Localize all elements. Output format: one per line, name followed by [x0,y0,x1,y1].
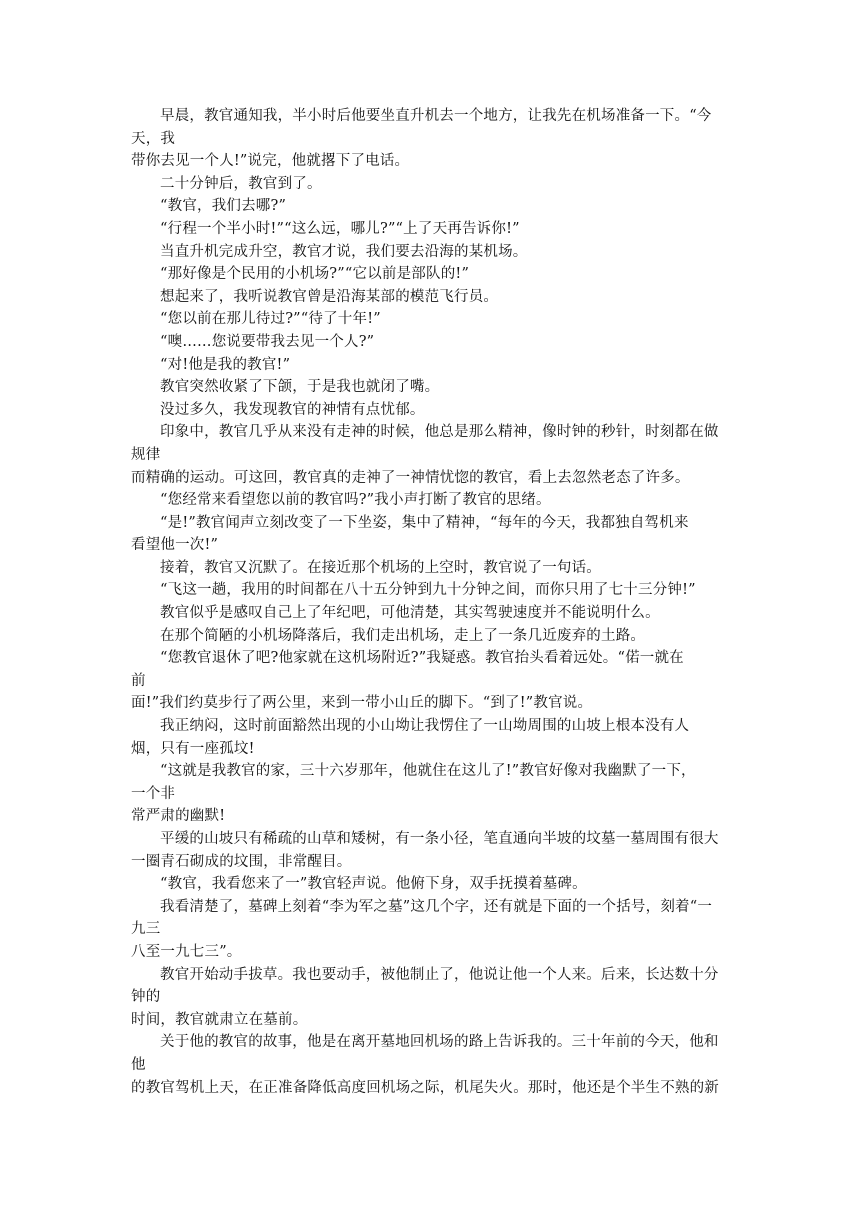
text-line: “教官，我看您来了一”教官轻声说。他俯下身，双手抚摸着墓碑。 [160,876,587,893]
text-line: “是!”教官闻声立刻改变了一下坐姿，集中了精神，“每年的今天，我都独自驾机来 [160,514,689,531]
text-line: 而精确的运动。可这回，教官真的走神了一神情忧惚的教官，看上去忽然老态了许多。 [131,469,690,486]
text-line: 我看清楚了，墓碑上刻着“李为军之墓”这几个字，还有就是下面的一个括号，刻着“一 [160,898,713,915]
text-line: 在那个简陋的小机场降落后，我们走出机场，走上了一条几近废弃的土路。 [160,627,646,644]
text-line: 想起来了，我听说教官曾是沿海某部的模范飞行员。 [160,288,499,305]
text-line: 一圈青石砌成的坟围，非常醒目。 [131,853,352,870]
text-line: “对!他是我的教官!” [160,356,291,373]
text-line: 时间，教官就肃立在墓前。 [131,1011,308,1028]
text-line: 没过多久，我发现教官的神情有点忧郁。 [160,401,425,418]
text-line: 二十分钟后，教官到了。 [160,175,322,192]
text-line: “教官，我们去哪?” [160,198,287,215]
text-line: 八至一九七三”。 [131,943,242,960]
text-line: “这就是我教官的家，三十六岁那年，他就住在这儿了!”教官好像对我幽默了一下， [160,763,696,780]
text-line: 带你去见一个人!”说完，他就撂下了电话。 [131,153,410,170]
text-line: 烟，只有一座孤坟! [131,740,255,757]
text-line: 早晨，教官通知我，半小时后他要坐直升机去一个地方，让我先在机场准备一下。“今 [160,108,712,124]
text-line: 接着，教官又沉默了。在接近那个机场的上空时，教官说了一句话。 [160,559,601,576]
text-line: 九三 [131,921,161,938]
text-line: 常严肃的幽默! [131,808,226,825]
text-line: 我正纳闷，这时前面豁然出现的小山坳让我愣住了一山坳周围的山坡上根本没有人 [160,718,690,735]
text-line: “行程一个半小时!”“这么远，哪儿?”“上了天再告诉你!” [160,220,520,237]
text-line: 一个非 [131,785,176,802]
text-line: 教官似乎是感叹自己上了年纪吧，可他清楚，其实驾驶速度并不能说明什么。 [160,605,660,622]
text-line: 规律 [131,446,161,463]
text-line: “飞这一趟，我用的时间都在八十五分钟到九十分钟之间，而你只用了七十三分钟!” [160,582,696,599]
text-line: 面!”我们约莫步行了两公里，来到一带小山丘的脚下。“到了!”教官说。 [131,695,593,712]
text-line: 看望他一次!” [131,537,219,554]
text-line: “您经常来看望您以前的教官吗?”我小声打断了教官的思绪。 [160,492,551,509]
article-body [131,105,741,1099]
text-line: 钟的 [131,989,161,1006]
text-line: “噢……您说要带我去见一个人?” [160,333,375,350]
text-line: 教官突然收紧了下颌，于是我也就闭了嘴。 [160,379,440,396]
text-line: “那好像是个民用的小机场?”“它以前是部队的!” [160,266,470,283]
text-line: 天，我 [131,130,176,147]
text-line: 的教官驾机上天，在正准备降低高度回机场之际，机尾失火。那时，他还是个半生不熟的新 [131,1079,719,1096]
text-line: 当直升机完成升空，教官才说，我们要去沿海的某机场。 [160,243,528,260]
text-line: “您教官退休了吧?他家就在这机场附近?”我疑惑。教官抬头看着远处。“偌一就在 [160,650,684,667]
text-line: 印象中，教官几乎从来没有走神的时候，他总是那么精神，像时钟的秒针，时刻都在做 [160,424,719,441]
text-line: 他 [131,1056,146,1073]
text-line: 平缓的山坡只有稀疏的山草和矮树，有一条小径，笔直通向半坡的坟墓一墓周围有很大 [160,831,719,847]
text-line: “您以前在那儿待过?”“待了十年!” [160,311,381,328]
text-line: 关于他的教官的故事，他是在离开墓地回机场的路上告诉我的。三十年前的今天，他和 [160,1034,719,1051]
text-line: 教官开始动手拔草。我也要动手，被他制止了，他说让他一个人来。后来，长达数十分 [160,966,719,983]
text-line: 前 [131,672,146,689]
